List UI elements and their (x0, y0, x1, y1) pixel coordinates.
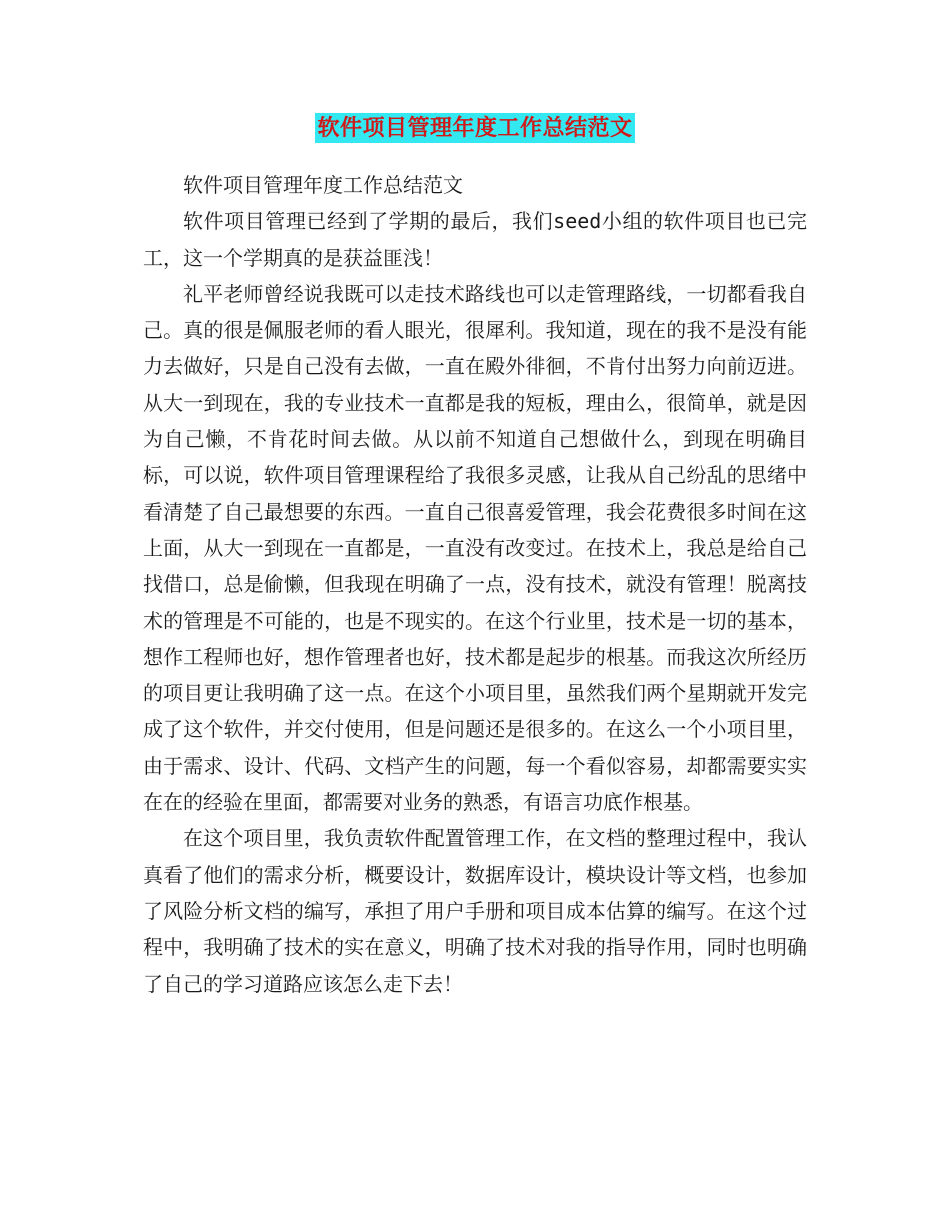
document-title: 软件项目管理年度工作总结范文 (317, 115, 633, 141)
paragraph-project-role: 在这个项目里，我负责软件配置管理工作，在文档的整理过程中，我认真看了他们的需求分析，概要设计，数据库设计，模块设计等文档，也参加了风险分析文档的编写，承担了用户手册和项目成本估算的编写。在这个过程中，我明确了技术的实在意义，明确了技术对我的指导作用，同时也明确了自己的学习道路应该怎么走下去！ (143, 826, 807, 996)
paragraph-reflection: 礼平老师曾经说我既可以走技术路线也可以走管理路线，一切都看我自己。真的很是佩服老师的看人眼光，很犀利。我知道，现在的我不是没有能力去做好，只是自己没有去做，一直在殿外徘徊，不肯付出努力向前迈进。从大一到现在，我的专业技术一直都是我的短板，理由么，很简单，就是因为自己懒，不肯花时间去做。从以前不知道自己想做什么，到现在明确目标，可以说，软件项目管理课程给了我很多灵感，让我从自己纷乱的思绪中看清楚了自己最想要的东西。一直自己很喜爱管理，我会花费很多时间在这上面，从大一到现在一直都是，一直没有改变过。在技术上，我总是给自己找借口，总是偷懒，但我现在明确了一点，没有技术，就没有管理！脱离技术的管理是不可能的，也是不现实的。在这个行业里，技术是一切的基本，想作工程师也好，想作管理者也好，技术都是起步的根基。而我这次所经历的项目更让我明确了这一点。在这个小项目里，虽然我们两个星期就开发完成了这个软件，并交付使用，但是问题还是很多的。在这么一个小项目里，由于需求、设计、代码、文档产生的问题，每一个看似容易，却都需要实实在在的经验在里面，都需要对业务的熟悉，有语言功底作根基。 (143, 281, 807, 815)
paragraph-intro: 软件项目管理已经到了学期的最后，我们seed小组的软件项目也已完工，这一个学期真的是获益匪浅！ (143, 209, 807, 270)
title-container (0, 113, 950, 143)
document-body (143, 167, 807, 1002)
paragraph-subtitle: 软件项目管理年度工作总结范文 (183, 173, 463, 197)
